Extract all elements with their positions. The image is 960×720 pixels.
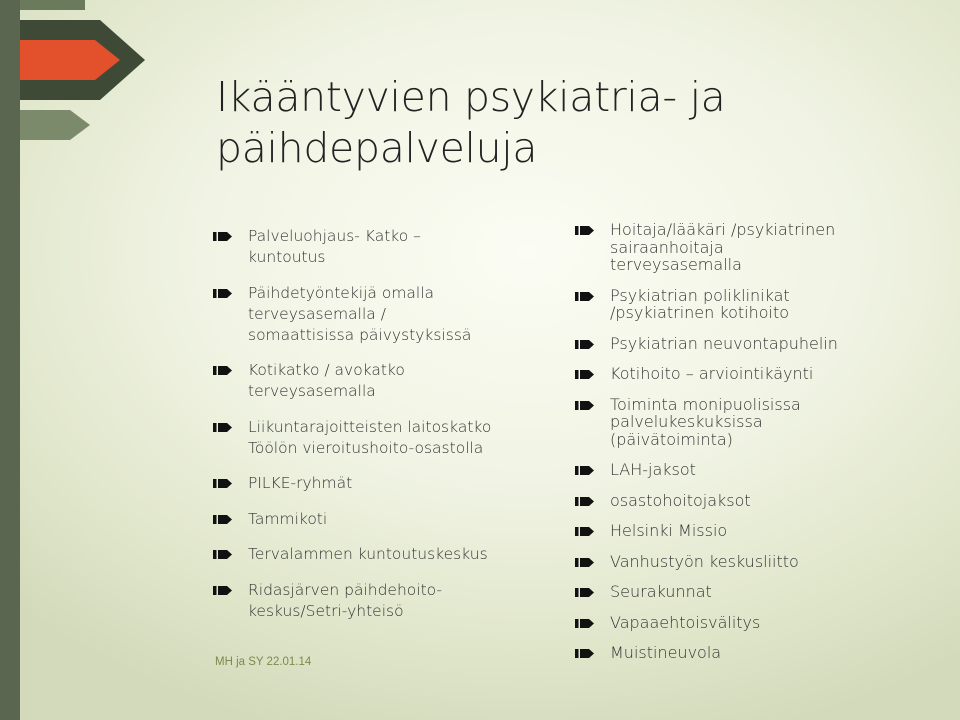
left-item-text: Töölön vieroitushoito-osastolla [248,438,484,457]
right-item-text: Psykiatrian neuvontapuhelin [610,333,838,353]
right-item-text: Kotihoito – arviointikäynti [610,364,814,383]
right-list-item [575,492,935,510]
pencil-arrow-icon [575,647,595,660]
pencil-arrow-icon [575,556,595,569]
right-item-text: sairaanhoitaja [610,237,724,257]
right-list-item [575,287,935,322]
left-item-text: terveysasemalla [248,382,376,400]
right-item-text: Hoitaja/lääkäri /psykiatrinen [610,220,836,239]
right-list-item [575,365,935,383]
left-list-item [213,544,553,565]
right-item-text: Muistineuvola [610,643,722,662]
pencil-arrow-icon [575,368,595,381]
right-item-text: Helsinki Missio [610,521,728,540]
right-list-item [575,396,935,449]
right-item-text: palvelukeskuksissa [610,412,763,431]
left-item-text: terveysasemalla / [248,304,386,323]
title-line-1: Ikääntyvien psykiatria- ja [216,73,726,121]
right-item-text: Vapaaehtoisvälitys [610,612,761,632]
right-list-item [575,614,935,632]
left-list-item [213,580,553,622]
left-item-text: somaattisissa päivystyksissä [248,325,472,344]
pencil-arrow-icon [213,548,233,561]
right-item-text: Seurakunnat [610,582,712,601]
left-item-text: Kotikatko / avokatko [248,361,405,379]
left-item-text: Ridasjärven päihdehoito- [248,580,443,599]
left-list-item [213,417,553,459]
pencil-arrow-icon [213,364,233,377]
right-item-text: osastohoitojaksot [610,490,751,510]
left-item-text: keskus/Setri-yhteisö [248,601,404,620]
right-item-text: Vanhustyön keskusliitto [610,551,799,571]
right-item-text: Psykiatrian poliklinikat [610,285,790,305]
left-item-text: Palveluohjaus- Katko – [248,227,421,245]
slide-title [216,72,936,174]
right-item-text: (päivätoiminta) [610,429,733,449]
arrow-decoration-icon [0,0,150,140]
right-list-item [575,522,935,540]
right-item-text: Toiminta monipuolisissa [610,394,801,414]
pencil-arrow-icon [213,513,233,526]
left-item-text: kuntoutus [248,248,326,266]
pencil-arrow-icon [213,421,233,434]
right-list-item [575,583,935,601]
right-list-item [575,221,935,274]
right-bullet-list [575,221,935,675]
right-list-item [575,335,935,353]
right-item-text: terveysasemalla [610,255,742,274]
left-list-item [213,226,553,268]
left-list-item [213,360,553,402]
right-list-item [575,553,935,571]
left-list-item [213,509,553,530]
pencil-arrow-icon [213,287,233,300]
pencil-arrow-icon [213,230,233,243]
pencil-arrow-icon [575,464,595,477]
pencil-arrow-icon [575,617,595,630]
left-item-text: Liikuntarajoitteisten laitoskatko [248,417,492,436]
pencil-arrow-icon [575,290,595,303]
pencil-arrow-icon [213,584,233,597]
footer-date: MH ja SY 22.01.14 [215,656,312,668]
pencil-arrow-icon [575,338,595,351]
title-line-2: päihdepalveluja [216,124,538,172]
pencil-arrow-icon [575,495,595,508]
pencil-arrow-icon [575,224,595,237]
pencil-arrow-icon [575,399,595,412]
left-list-item [213,283,553,346]
right-item-text: LAH-jaksot [610,460,696,479]
right-list-item [575,461,935,479]
left-bullet-list [213,226,553,636]
left-item-text: Tervalammen kuntoutuskeskus [248,545,488,563]
pencil-arrow-icon [575,586,595,599]
right-item-text: /psykiatrinen kotihoito [610,303,790,322]
left-item-text: PILKE-ryhmät [248,474,353,492]
left-item-text: Tammikoti [248,509,328,528]
pencil-arrow-icon [213,477,233,490]
left-item-text: Päihdetyöntekijä omalla [248,283,435,302]
pencil-arrow-icon [575,525,595,538]
right-list-item [575,644,935,662]
left-list-item [213,473,553,494]
